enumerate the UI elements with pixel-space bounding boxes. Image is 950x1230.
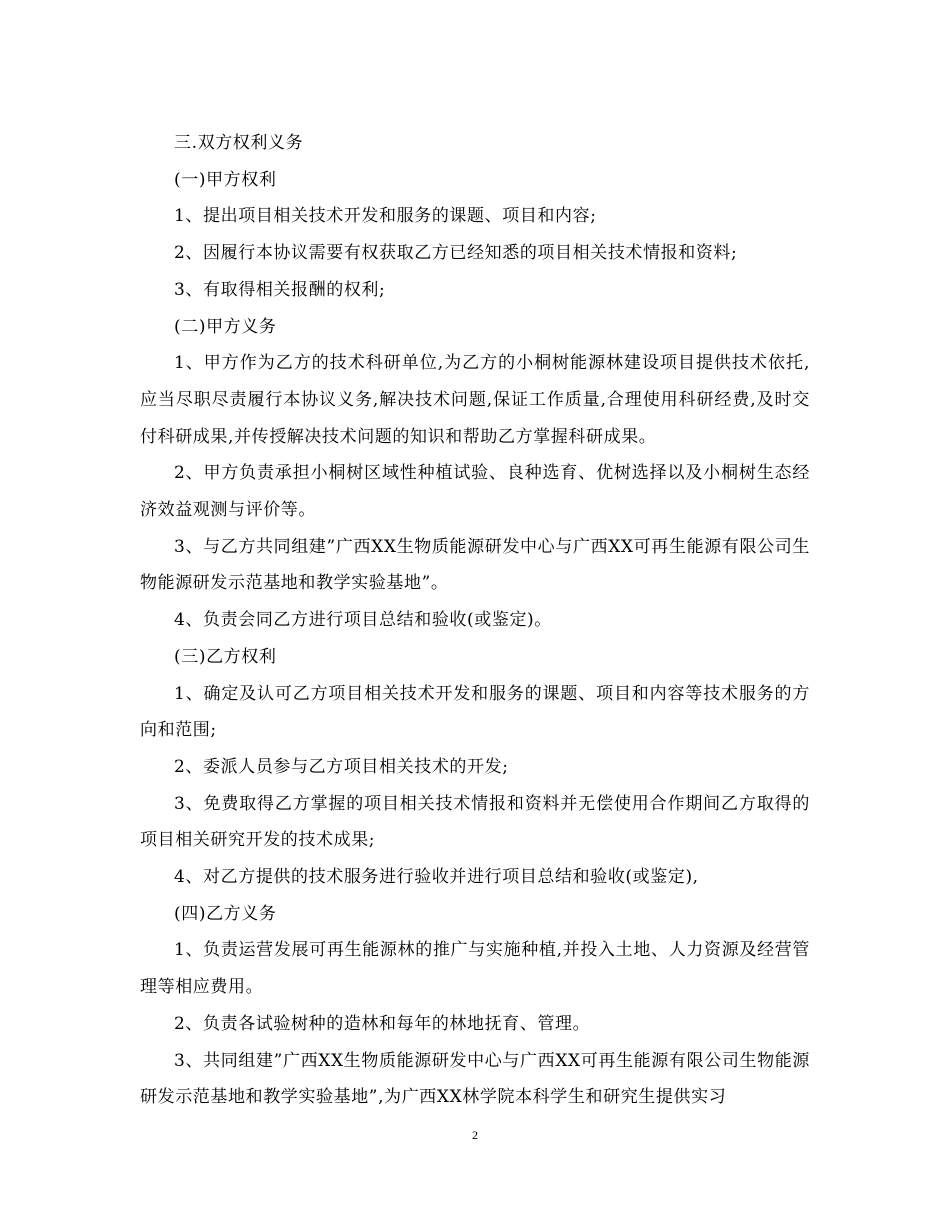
paragraph: 2、因履行本协议需要有权获取乙方已经知悉的项目相关技术情报和资料; (174, 243, 738, 264)
paragraph: 2、甲方负责承担小桐树区域性种植试验、良种选育、优树选择以及小桐树生态经济效益观测与评价等。 (140, 463, 810, 521)
subsection-heading: (三)乙方权利 (174, 646, 277, 667)
paragraph: 4、对乙方提供的技术服务进行验收并进行项目总结和验收(或鉴定), (174, 867, 699, 888)
paragraph: 1、甲方作为乙方的技术科研单位,为乙方的小桐树能源林建设项目提供技术依托,应当尽职尽责履行本协议义务,解决技术问题,保证工作质量,合理使用科研经费,及时交付科研成果,并传授解决技术问题的知识和帮助乙方掌握科研成果。 (140, 353, 810, 447)
paragraph: 1、提出项目相关技术开发和服务的课题、项目和内容; (174, 206, 597, 227)
subsection-heading: (四)乙方义务 (174, 903, 277, 924)
paragraph: 1、确定及认可乙方项目相关技术开发和服务的课题、项目和内容等技术服务的方向和范围; (140, 683, 810, 741)
document-body (140, 125, 810, 1116)
paragraph: 2、负责各试验树种的造林和每年的林地抚育、管理。 (174, 1013, 591, 1034)
paragraph: 3、免费取得乙方掌握的项目相关技术情报和资料并无偿使用合作期间乙方取得的项目相关研究开发的技术成果; (140, 793, 810, 851)
page-number: 2 (472, 1128, 478, 1142)
paragraph: 3、有取得相关报酬的权利; (174, 279, 386, 300)
subsection-heading: (一)甲方权利 (174, 169, 277, 190)
section-heading: 三.双方权利义务 (174, 133, 304, 153)
paragraph: 4、负责会同乙方进行项目总结和验收(或鉴定)。 (174, 610, 552, 631)
paragraph: 2、委派人员参与乙方项目相关技术的开发; (174, 756, 509, 777)
paragraph: 1、负责运营发展可再生能源林的推广与实施种植,并投入土地、人力资源及经营管理等相应费用。 (140, 940, 810, 998)
subsection-heading: (二)甲方义务 (174, 316, 277, 337)
paragraph: 3、与乙方共同组建”广西XX生物质能源研发中心与广西XX可再生能源有限公司生物能源研发示范基地和教学实验基地”。 (140, 536, 810, 594)
paragraph: 3、共同组建”广西XX生物质能源研发中心与广西XX可再生能源有限公司生物能源研发示范基地和教学实验基地”,为广西XX林学院本科学生和研究生提供实习 (140, 1050, 810, 1108)
